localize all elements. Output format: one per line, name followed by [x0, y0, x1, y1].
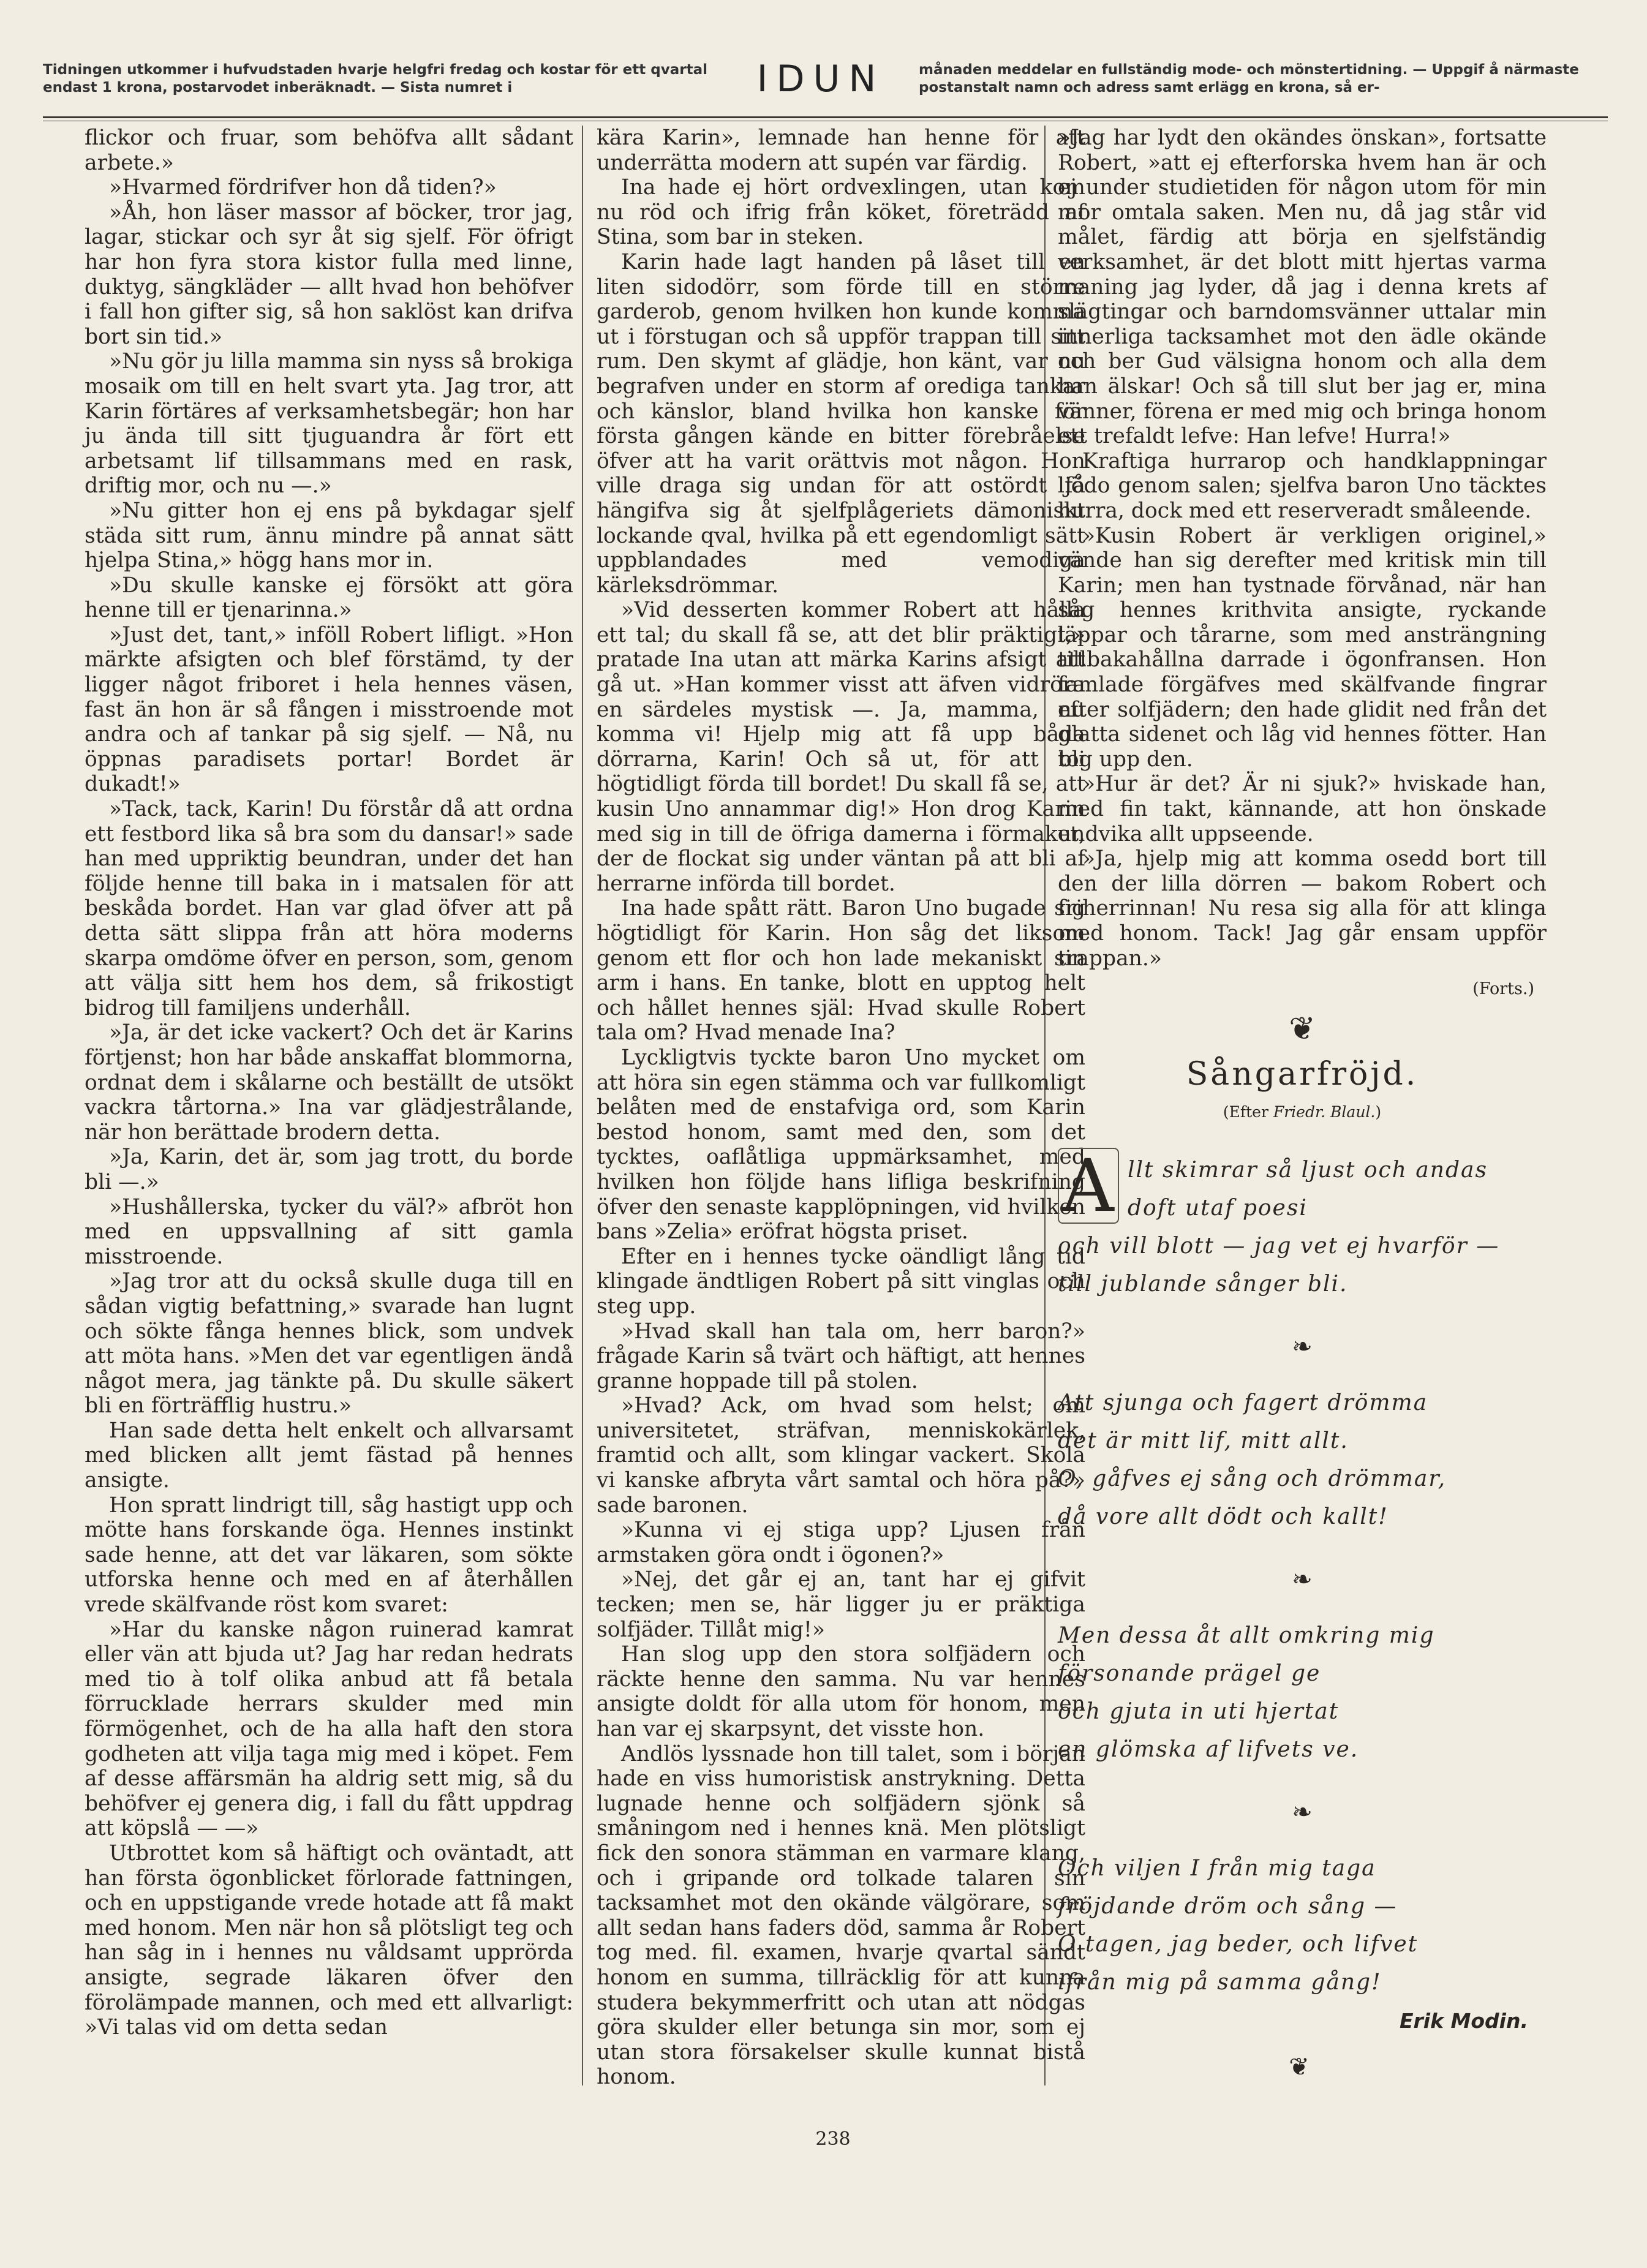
poem-title: Sångarfröjd.	[1186, 1055, 1419, 1093]
paragraph: Andlös lyssnade hon till talet, som i början hade en viss humoristisk anstrykning. Detta lugnade henne och solfjädern sjönk så småningom ned i hennes knä. Men plötsligt fick den sonora stämman en varmare klang, och i gripande ord tolkade talaren sin tacksamhet mot den okände välgörare, som allt sedan hans faders död, samma år Robert tog med. fil. examen, hvarje qvartal sändt honom en summa, tillräcklig för att kunna studera bekymmerfritt och utan att nödgas göra skulder eller betunga sin mor, som ej utan stora försakelser skulle kunnat bistå honom.	[597, 1741, 1085, 2090]
masthead-right-text: månaden meddelar en fullständig mode- och mönstertidning. — Uppgif å närmaste postanstalt namn och adress samt erlägg en krona, så er-	[919, 62, 1579, 96]
paragraph: »Vid desserten kommer Robert att hålla ett tal; du skall få se, att det blir präktigt,» pratade Ina utan att märka Karins afsigt att gå ut. »Han kommer visst att äfven vidröra en särdeles mystisk —. Ja, mamma, nu komma vi! Hjelp mig att få upp båda dörrarna, Karin! Och så ut, för att bli högtidligt förda till bordet! Du skall få se, att kusin Uno annammar dig!» Hon drog Karin med sig in till de öfriga damerna i förmaket, der de flockat sig under väntan på att bli af herrarne införda till bordet.	[597, 598, 1085, 896]
column-2	[597, 126, 1085, 2104]
poem-line: llt skimrar så ljust och andas	[1128, 1158, 1488, 1183]
poem-line: Att sjunga och fagert drömma	[1058, 1390, 1428, 1416]
poem-stanza-2	[1058, 1384, 1547, 1536]
poem-subtitle	[1058, 1100, 1547, 1125]
paragraph: »Nu gitter hon ej ens på bykdagar sjelf städa sitt rum, ännu mindre på annat sätt hjelpa Stina,» högg hans mor in.	[85, 498, 573, 573]
closing-ornament-icon: ❦	[1289, 2052, 1316, 2081]
paragraph: »Tack, tack, Karin! Du förstår då att ordna ett festbord lika så bra som du dansar!» sade han med uppriktig beundran, under det han följde henne till baka in i matsalen för att beskåda bordet. Han var glad öfver att på detta sätt slippa från att höra moderns skarpa omdöme öfver en person, som, genom att välja sitt hem hos dem, så frikostigt bidrog till familjens underhåll.	[85, 797, 573, 1020]
paragraph: Han sade detta helt enkelt och allvarsamt med blicken allt jemt fästad på hennes ansigte.	[85, 1418, 573, 1493]
floral-ornament-icon: ❦	[1289, 1010, 1316, 1047]
poem-line: till jublande sånger bli.	[1058, 1272, 1348, 1297]
paragraph: Utbrottet kom så häftigt och oväntadt, att han första ögonblicket förlorade fattningen, och en uppstigande vrede hotade att få makt med honom. Men när hon så plötsligt teg och han såg in i hennes nu våldsamt upprörda ansigte, segrade läkaren öfver den förolämpade mannen, och med ett allvarligt: »Vi talas vid om detta sedan	[85, 1840, 573, 2040]
paragraph: Ina hade spått rätt. Baron Uno bugade sig högtidligt för Karin. Hon såg det liksom genom ett flor och hon lade mekaniskt sin arm i hans. En tanke, blott en upptog helt och hållet hennes själ: Hvad skulle Robert tala om? Hvad menade Ina?	[597, 896, 1085, 1045]
paragraph: Kraftiga hurrarop och handklappningar ljödo genom salen; sjelfva baron Uno täcktes hurra, dock med ett reserveradt småleende.	[1058, 448, 1547, 523]
paragraph: flickor och fruar, som behöfva allt sådant arbete.»	[85, 126, 573, 175]
paragraph: »Hvad? Ack, om hvad som helst; om universitetet, sträfvan, menniskokärlek, framtid och allt, som klingar vackert. Skola vi kanske afbryta vårt samtal och höra på?» sade baronen.	[597, 1393, 1085, 1518]
paragraph: »Hushållerska, tycker du väl?» afbröt hon med en uppsvallning af sitt gamla misstroende.	[85, 1194, 573, 1269]
paragraph: »Kusin Robert är verkligen originel,» vände han sig derefter med kritisk min till Karin; men han tystnade förvånad, när han såg hennes krithvita ansigte, ryckande läppar och tårarne, som med ansträngning tillbakahållna darrade i ögonfransen. Hon famlade förgäfves med skälfvande fingrar efter solfjädern; den hade glidit ned från det glatta sidenet och låg vid hennes fötter. Han tog upp den.	[1058, 523, 1547, 772]
paragraph: »Ja, hjelp mig att komma osedd bort till den der lilla dörren — bakom Robert och friherrinnan! Nu resa sig alla för att klinga med honom. Tack! Jag går ensam uppför trappan.»	[1058, 846, 1547, 971]
poem-author: Erik Modin.	[1399, 2009, 1528, 2033]
paragraph: »Just det, tant,» inföll Robert lifligt. »Hon märkte afsigten och blef förstämd, ty der ligger något friboret i hela hennes väsen, fast än hon är så fången i misstroende mot andra och af tankar på sig sjelf. — Nå, nu öppnas paradisets portar! Bordet är dukadt!»	[85, 622, 573, 797]
paragraph: »Nu gör ju lilla mamma sin nyss så brokiga mosaik om till en helt svart yta. Jag tror, att Karin förtäres af verksamhetsbegär; hon har ju ända till sitt tjuguandra år fört ett arbetsamt lif tillsammans med en rask, driftig mor, och nu —.»	[85, 349, 573, 499]
column-separator	[582, 126, 583, 2085]
poem-line: Och viljen I från mig taga	[1058, 1856, 1376, 1882]
paragraph: »Jag tror att du också skulle duga till en sådan vigtig befattning,» svarade han lugnt och sökte fånga hennes blick, som undvek att möta hans. »Men det var egentligen ändå något mera, jag tänkte på. Du skulle säkert bli en förträfflig hustru.»	[85, 1269, 573, 1418]
poem-stanza-1	[1058, 1143, 1547, 1303]
paragraph: Karin hade lagt handen på låset till en liten sidodörr, som förde till en större garderob, genom hvilken hon kunde komma ut i förstugan och så uppför trappan till sitt rum. Den skymt af glädje, hon känt, var nu begrafven under en storm af orediga tankar och känslor, bland hvilka hon kanske för första gången kände en bitter förebråelse öfver att ha varit orättvis mot någon. Hon ville draga sig undan för att ostördt få hängifva sig åt sjelfplågeriets dämoniskt lockande qval, hvilka på ett egendomligt sätt uppblandades med vemodiga kärleksdrömmar.	[597, 249, 1085, 598]
poem-line: en glömska af lifvets ve.	[1058, 1737, 1359, 1763]
leaf-ornament-icon: ❧	[1292, 1798, 1313, 1827]
page-number: 238	[815, 2128, 851, 2150]
paragraph: Ina hade ej hört ordvexlingen, utan kom nu röd och ifrig från köket, företrädd af Stina, som bar in steken.	[597, 175, 1085, 250]
poem-line: då vore allt dödt och kallt!	[1058, 1504, 1389, 1530]
paragraph: »Du skulle kanske ej försökt att göra henne till er tjenarinna.»	[85, 573, 573, 623]
leaf-ornament-icon: ❧	[1292, 1333, 1313, 1362]
poem-line: doft utaf poesi	[1128, 1196, 1308, 1221]
paragraph: »Ja, är det icke vackert? Och det är Karins förtjenst; hon har både anskaffat blommorna, ordnat dem i skålarne och beställt de utsökt vackra tårtorna.» Ina var glädjestrålande, när hon berättade brodern detta.	[85, 1020, 573, 1145]
poem-line: fröjdande dröm och sång —	[1058, 1894, 1398, 1920]
paragraph: »Kunna vi ej stiga upp? Ljusen från armstaken göra ondt i ögonen?»	[597, 1518, 1085, 1567]
leaf-ornament-icon: ❧	[1292, 1565, 1313, 1594]
poem-line: O, gåfves ej sång och drömmar,	[1058, 1466, 1447, 1492]
paragraph: »Åh, hon läser massor af böcker, tror jag, lagar, stickar och syr åt sig sjelf. För öfrigt har hon fyra stora kistor fulla med linne, duktyg, sängkläder — allt hvad hon behöfver i fall hon gifter sig, så hon saklöst kan drifva bort sin tid.»	[85, 200, 573, 349]
header-rule-thick	[43, 116, 1608, 118]
paragraph: »Hvarmed fördrifver hon då tiden?»	[109, 175, 497, 200]
poem-subtitle-suffix: )	[1375, 1102, 1382, 1121]
poem-line: och gjuta in uti hjertat	[1058, 1699, 1340, 1725]
paragraph: »Ja, Karin, det är, som jag trott, du borde bli —.»	[85, 1145, 573, 1194]
paragraph: »Hvad skall han tala om, herr baron?» frågade Karin så tvärt och häftigt, att hennes granne hoppade till på stolen.	[597, 1319, 1085, 1393]
masthead-left-text: Tidningen utkommer i hufvudstaden hvarje helgfri fredag och kostar för ett qvartal endast 1 krona, postarvodet inberäknadt. — Sista numret i	[43, 62, 707, 96]
masthead	[43, 56, 1605, 115]
continued-note: (Forts.)	[1472, 979, 1534, 999]
poem-line: det är mitt lif, mitt allt.	[1058, 1428, 1349, 1454]
paragraph: Lyckligtvis tyckte baron Uno mycket om att höra sin egen stämma och var fullkomligt belåten med de enstafviga ord, som Karin bestod honom, samt med den, som det tycktes, oaflåtliga uppmärksamhet, med hvilken hon följde hans lifliga beskrifning öfver den senaste kapplöpningen, vid hvilken bans »Zelia» eröfrat högsta priset.	[597, 1045, 1085, 1245]
paragraph: Hon spratt lindrigt till, såg hastigt upp och mötte hans forskande öga. Hennes instinkt sade henne, att det var läkaren, som sökte utforska henne och med en af återhållen vrede skälfvande röst kom svaret:	[85, 1493, 573, 1618]
paragraph: Han slog upp den stora solfjädern och räckte henne den samma. Nu var hennes ansigte doldt för alla utom för honom, men han var ej skarpsynt, det visste hon.	[597, 1642, 1085, 1741]
poem-line: Men dessa åt allt omkring mig	[1058, 1623, 1435, 1649]
poem-line: försonande prägel ge	[1058, 1661, 1321, 1687]
column-3	[1058, 126, 1547, 2104]
column-1	[85, 126, 573, 2104]
paragraph: »Har du kanske någon ruinerad kamrat eller vän att bjuda ut? Jag har redan hedrats med tio à tolf olika anbud att få betala förrucklade herrars skulder med min förmögenhet, och de ha alla haft den stora godheten att vilja taga mig med i köpet. Fem af desse affärsmän ha aldrig sett mig, så du behöfver ej genera dig, i fall du fått uppdrag att köpslå — —»	[85, 1617, 573, 1841]
poem-subtitle-prefix: (Efter	[1223, 1102, 1273, 1121]
paragraph: »Hur är det? Är ni sjuk?» hviskade han, med fin takt, kännande, att hon önskade undvika allt uppseende.	[1058, 772, 1547, 846]
masthead-title: IDUN	[756, 58, 885, 100]
poem-line: O tagen, jag beder, och lifvet	[1058, 1932, 1419, 1957]
paragraph: »Nej, det går ej an, tant har ej gifvit tecken; men se, här ligger ju er präktiga solfjäder. Tillåt mig!»	[597, 1567, 1085, 1642]
poem-stanza-3	[1058, 1617, 1547, 1769]
poem-line: och vill blott — jag vet ej hvarför —	[1058, 1234, 1500, 1259]
poem-line: ifrån mig på samma gång!	[1058, 1970, 1382, 1995]
poem-stanza-4	[1058, 1850, 1547, 2002]
drop-cap: A	[1058, 1148, 1119, 1224]
paragraph: Efter en i hennes tycke oändligt lång tid klingade ändtligen Robert på sitt vinglas och steg upp.	[597, 1244, 1085, 1319]
paragraph: »Jag har lydt den okändes önskan», fortsatte Robert, »att ej efterforska hvem han är och ej under studietiden för någon utom för min mor omtala saken. Men nu, då jag står vid målet, färdig att börja en sjelfständig verksamhet, är det blott mitt hjertas varma maning jag lyder, då jag i denna krets af slägtingar och barndomsvänner uttalar min innerliga tacksamhet mot den ädle okände och ber Gud välsigna honom och alla dem han älskar! Och så till slut ber jag er, mina vänner, förena er med mig och bringa honom ett trefaldt lefve: Han lefve! Hurra!»	[1058, 126, 1547, 449]
poem-subtitle-author: Friedr. Blaul.	[1273, 1102, 1376, 1121]
paragraph: kära Karin», lemnade han henne för att underrätta modern att supén var färdig.	[597, 126, 1085, 175]
